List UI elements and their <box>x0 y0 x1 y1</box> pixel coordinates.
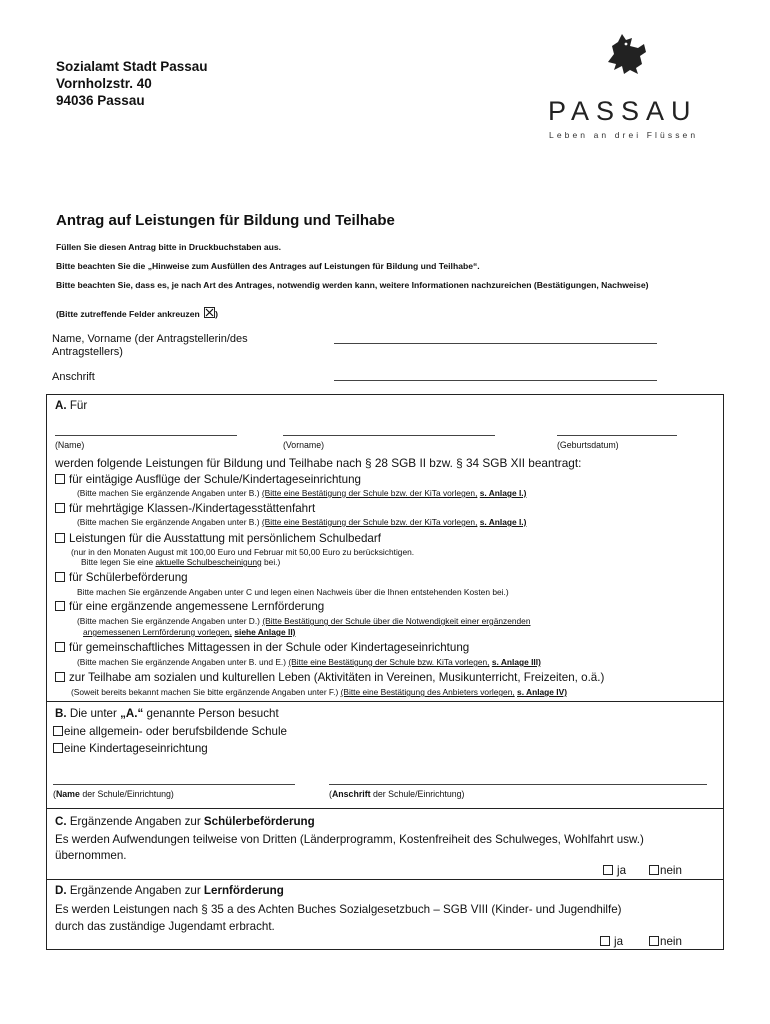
checkbox-mittagessen[interactable] <box>55 642 65 652</box>
note-nachreichen: Bitte beachten Sie, dass es, je nach Art des Antrages, notwendig werden kann, weitere Informationen nachzureichen (Bestätigungen, Nachweise) <box>56 280 649 290</box>
option-2-hint-a: (Bitte machen Sie ergänzende Angaben unter B.) <box>77 517 260 527</box>
section-a-heading <box>55 399 87 412</box>
option-3-hint-1: (nur in den Monaten August mit 100,00 Euro und Februar mit 50,00 Euro zu berücksichtigen. <box>71 547 415 557</box>
section-b-heading-a: Die unter <box>69 707 117 720</box>
section-c-heading-a: Ergänzende Angaben zur <box>69 815 201 828</box>
option-7-hint-a: (Soweit bereits bekannt machen Sie bitte ergänzende Angaben unter F.) <box>71 687 339 697</box>
section-d-yes[interactable] <box>600 935 623 948</box>
option-3-hint-2a: Bitte legen Sie eine <box>81 557 154 567</box>
option-7-hint <box>71 687 567 697</box>
option-mittagessen[interactable] <box>55 641 469 654</box>
option-2-hint-c: s. Anlage I.) <box>479 517 527 527</box>
option-teilhabe[interactable] <box>55 671 604 684</box>
schule-name-caption-rest: der Schule/Einrichtung) <box>82 789 174 799</box>
note-ankreuzen-end: ) <box>215 309 218 319</box>
section-d-no-label: nein <box>660 935 682 948</box>
option-1-hint <box>77 488 526 498</box>
section-c-text: Es werden Aufwendungen teilweise von Dritten (Länderprogramm, Kostenfreiheit des Schulweges, Wohlfahrt usw.) übernommen. <box>55 833 644 862</box>
option-5-hint-1 <box>77 616 530 626</box>
schule-name-field[interactable] <box>53 784 295 785</box>
section-b-heading-ref: „A.“ <box>120 707 144 720</box>
logo-wordmark: PASSAU <box>548 96 698 126</box>
note-hinweise: Bitte beachten Sie die „Hinweise zum Ausfüllen des Antrages auf Leistungen für Bildung und Teilhabe“. <box>56 261 480 271</box>
applicant-address-field[interactable] <box>334 380 657 381</box>
logo-tagline: Leben an drei Flüssen <box>549 130 699 140</box>
sender-line-1: Sozialamt Stadt Passau <box>56 59 208 74</box>
option-1-hint-c: s. Anlage I.) <box>479 488 527 498</box>
option-kita[interactable] <box>53 742 208 755</box>
option-6-hint-b: (Bitte eine Bestätigung der Schule bzw. KiTa vorlegen, <box>288 657 490 667</box>
checkbox-schulbedarf[interactable] <box>55 533 65 543</box>
divider-a-b <box>47 701 723 702</box>
option-1-hint-b: (Bitte eine Bestätigung der Schule bzw. der KiTa vorlegen, <box>261 488 478 498</box>
section-c-letter: C. <box>55 815 67 828</box>
wolf-crest-icon <box>600 32 650 76</box>
schule-anschrift-caption-bold: Anschrift <box>331 789 371 799</box>
option-5-hint-1b: (Bitte Bestätigung der Schule über die Notwendigkeit einer ergänzenden <box>262 616 531 626</box>
option-3-hint-2b: aktuelle Schulbescheinigung <box>155 557 262 567</box>
option-schulbedarf[interactable] <box>55 532 381 545</box>
checkbox-teilhabe[interactable] <box>55 672 65 682</box>
section-c-yes-label: ja <box>617 864 627 877</box>
checkbox-d-ja[interactable] <box>600 936 610 946</box>
note-ankreuzen-text: (Bitte zutreffende Felder ankreuzen <box>56 309 200 319</box>
section-c-heading-b: Schülerbeförderung <box>203 815 315 828</box>
applicant-address-label: Anschrift <box>52 371 95 383</box>
schule-anschrift-field[interactable] <box>329 784 707 785</box>
option-eintaegige-ausfluege[interactable] <box>55 473 361 486</box>
checkbox-d-nein[interactable] <box>649 936 659 946</box>
geburtsdatum-caption: (Geburtsdatum) <box>557 440 619 450</box>
form-title: Antrag auf Leistungen für Bildung und Teilhabe <box>56 212 395 229</box>
name-caption: (Name) <box>55 440 85 450</box>
sender-line-3: 94036 Passau <box>56 93 145 108</box>
name-field[interactable] <box>55 435 237 436</box>
checkbox-kita[interactable] <box>53 743 63 753</box>
section-c-yes[interactable] <box>603 864 626 877</box>
divider-b-c <box>47 808 723 809</box>
section-d-heading-a: Ergänzende Angaben zur <box>69 884 201 897</box>
section-d-yes-label: ja <box>614 935 624 948</box>
option-6-hint <box>77 657 541 667</box>
section-b-heading-b: genannte Person besucht <box>146 707 279 720</box>
schule-anschrift-caption-rest: der Schule/Einrichtung) <box>373 789 465 799</box>
option-6-hint-c: s. Anlage III) <box>491 657 541 667</box>
option-5-hint-1a: (Bitte machen Sie ergänzende Angaben unter D.) <box>77 616 260 626</box>
schule-name-caption-bold: Name <box>55 789 80 799</box>
note-druckbuchstaben: Füllen Sie diesen Antrag bitte in Druckbuchstaben aus. <box>56 242 282 252</box>
option-2-label: für mehrtägige Klassen-/Kindertagesstättenfahrt <box>69 502 316 515</box>
form-sections-box <box>46 394 724 950</box>
checkbox-schuelerbefoerderung[interactable] <box>55 572 65 582</box>
section-d-no[interactable] <box>649 935 682 948</box>
section-d-heading <box>55 884 284 897</box>
section-b-heading <box>55 707 279 720</box>
option-schule[interactable] <box>53 725 287 738</box>
option-schule-label: eine allgemein- oder berufsbildende Schule <box>64 725 288 738</box>
option-1-hint-a: (Bitte machen Sie ergänzende Angaben unter B.) <box>77 488 260 498</box>
option-lernfoerderung[interactable] <box>55 600 324 613</box>
option-mehrtaegige-fahrt[interactable] <box>55 502 315 515</box>
option-3-label: Leistungen für die Ausstattung mit persönlichem Schulbedarf <box>69 532 381 545</box>
checkbox-eintaegige-ausfluege[interactable] <box>55 474 65 484</box>
section-a-title: Für <box>69 399 88 412</box>
option-7-hint-c: s. Anlage IV) <box>517 687 567 697</box>
checkbox-mehrtaegige-fahrt[interactable] <box>55 503 65 513</box>
option-1-label: für eintägige Ausflüge der Schule/Kindertageseinrichtung <box>69 473 361 486</box>
section-c-no[interactable] <box>649 864 682 877</box>
option-3-hint-2c: bei.) <box>264 557 281 567</box>
section-d-heading-b: Lernförderung <box>203 884 284 897</box>
sender-address <box>56 58 208 109</box>
checkbox-lernfoerderung[interactable] <box>55 601 65 611</box>
option-7-hint-b: (Bitte eine Bestätigung des Anbieters vorlegen, <box>340 687 515 697</box>
checkbox-schule[interactable] <box>53 726 63 736</box>
vorname-field[interactable] <box>283 435 495 436</box>
section-b-letter: B. <box>55 707 67 720</box>
checkbox-c-ja[interactable] <box>603 865 613 875</box>
option-2-hint-b: (Bitte eine Bestätigung der Schule bzw. der KiTa vorlegen, <box>261 517 478 527</box>
option-2-hint <box>77 517 526 527</box>
checkbox-c-nein[interactable] <box>649 865 659 875</box>
option-5-hint-2 <box>83 627 295 637</box>
checked-box-icon <box>204 307 215 318</box>
option-kita-label: eine Kindertageseinrichtung <box>64 742 208 755</box>
section-c-no-label: nein <box>660 864 682 877</box>
option-7-label: zur Teilhabe am sozialen und kulturellen Leben (Aktivitäten in Vereinen, Musikunterricht, Freizeiten, o.ä.) <box>69 671 605 684</box>
schule-name-caption: (Name der Schule/Einrichtung) <box>53 789 174 799</box>
applicant-name-field[interactable] <box>334 343 657 344</box>
section-a-intro: werden folgende Leistungen für Bildung und Teilhabe nach § 28 SGB II bzw. § 34 SGB XII beantragt: <box>55 456 582 470</box>
vorname-caption: (Vorname) <box>283 440 325 450</box>
option-5-hint-2a: angemessenen Lernförderung vorlegen, <box>83 627 232 637</box>
sender-line-2: Vornholzstr. 40 <box>56 76 152 91</box>
option-5-label: für eine ergänzende angemessene Lernförderung <box>69 600 325 613</box>
applicant-name-label: Name, Vorname (der Antragstellerin/des Antragstellers) <box>52 333 248 358</box>
divider-c-d <box>47 879 723 880</box>
section-c-heading <box>55 815 315 828</box>
passau-logo <box>548 32 698 142</box>
note-ankreuzen <box>56 307 716 320</box>
geburtsdatum-field[interactable] <box>557 435 677 436</box>
section-d-letter: D. <box>55 884 67 897</box>
section-d-text-2: durch das zuständige Jugendamt erbracht. <box>55 920 275 933</box>
option-4-hint: Bitte machen Sie ergänzende Angaben unter C und legen einen Nachweis über die Ihnen entstehenden Kosten bei.) <box>77 587 509 597</box>
option-schuelerbefoerderung[interactable] <box>55 571 188 584</box>
section-a-letter: A. <box>55 399 67 412</box>
option-6-label: für gemeinschaftliches Mittagessen in der Schule oder Kindertageseinrichtung <box>69 641 470 654</box>
schule-anschrift-caption: (Anschrift der Schule/Einrichtung) <box>329 789 465 799</box>
option-5-hint-2b: siehe Anlage II) <box>234 627 296 637</box>
option-3-hint-2 <box>81 557 280 567</box>
option-4-label: für Schülerbeförderung <box>69 571 188 584</box>
option-6-hint-a: (Bitte machen Sie ergänzende Angaben unter B. und E.) <box>77 657 287 667</box>
section-d-text-1: Es werden Leistungen nach § 35 a des Achten Buches Sozialgesetzbuch – SGB VIII (Kinder- und Jugendhilfe) <box>55 903 622 916</box>
